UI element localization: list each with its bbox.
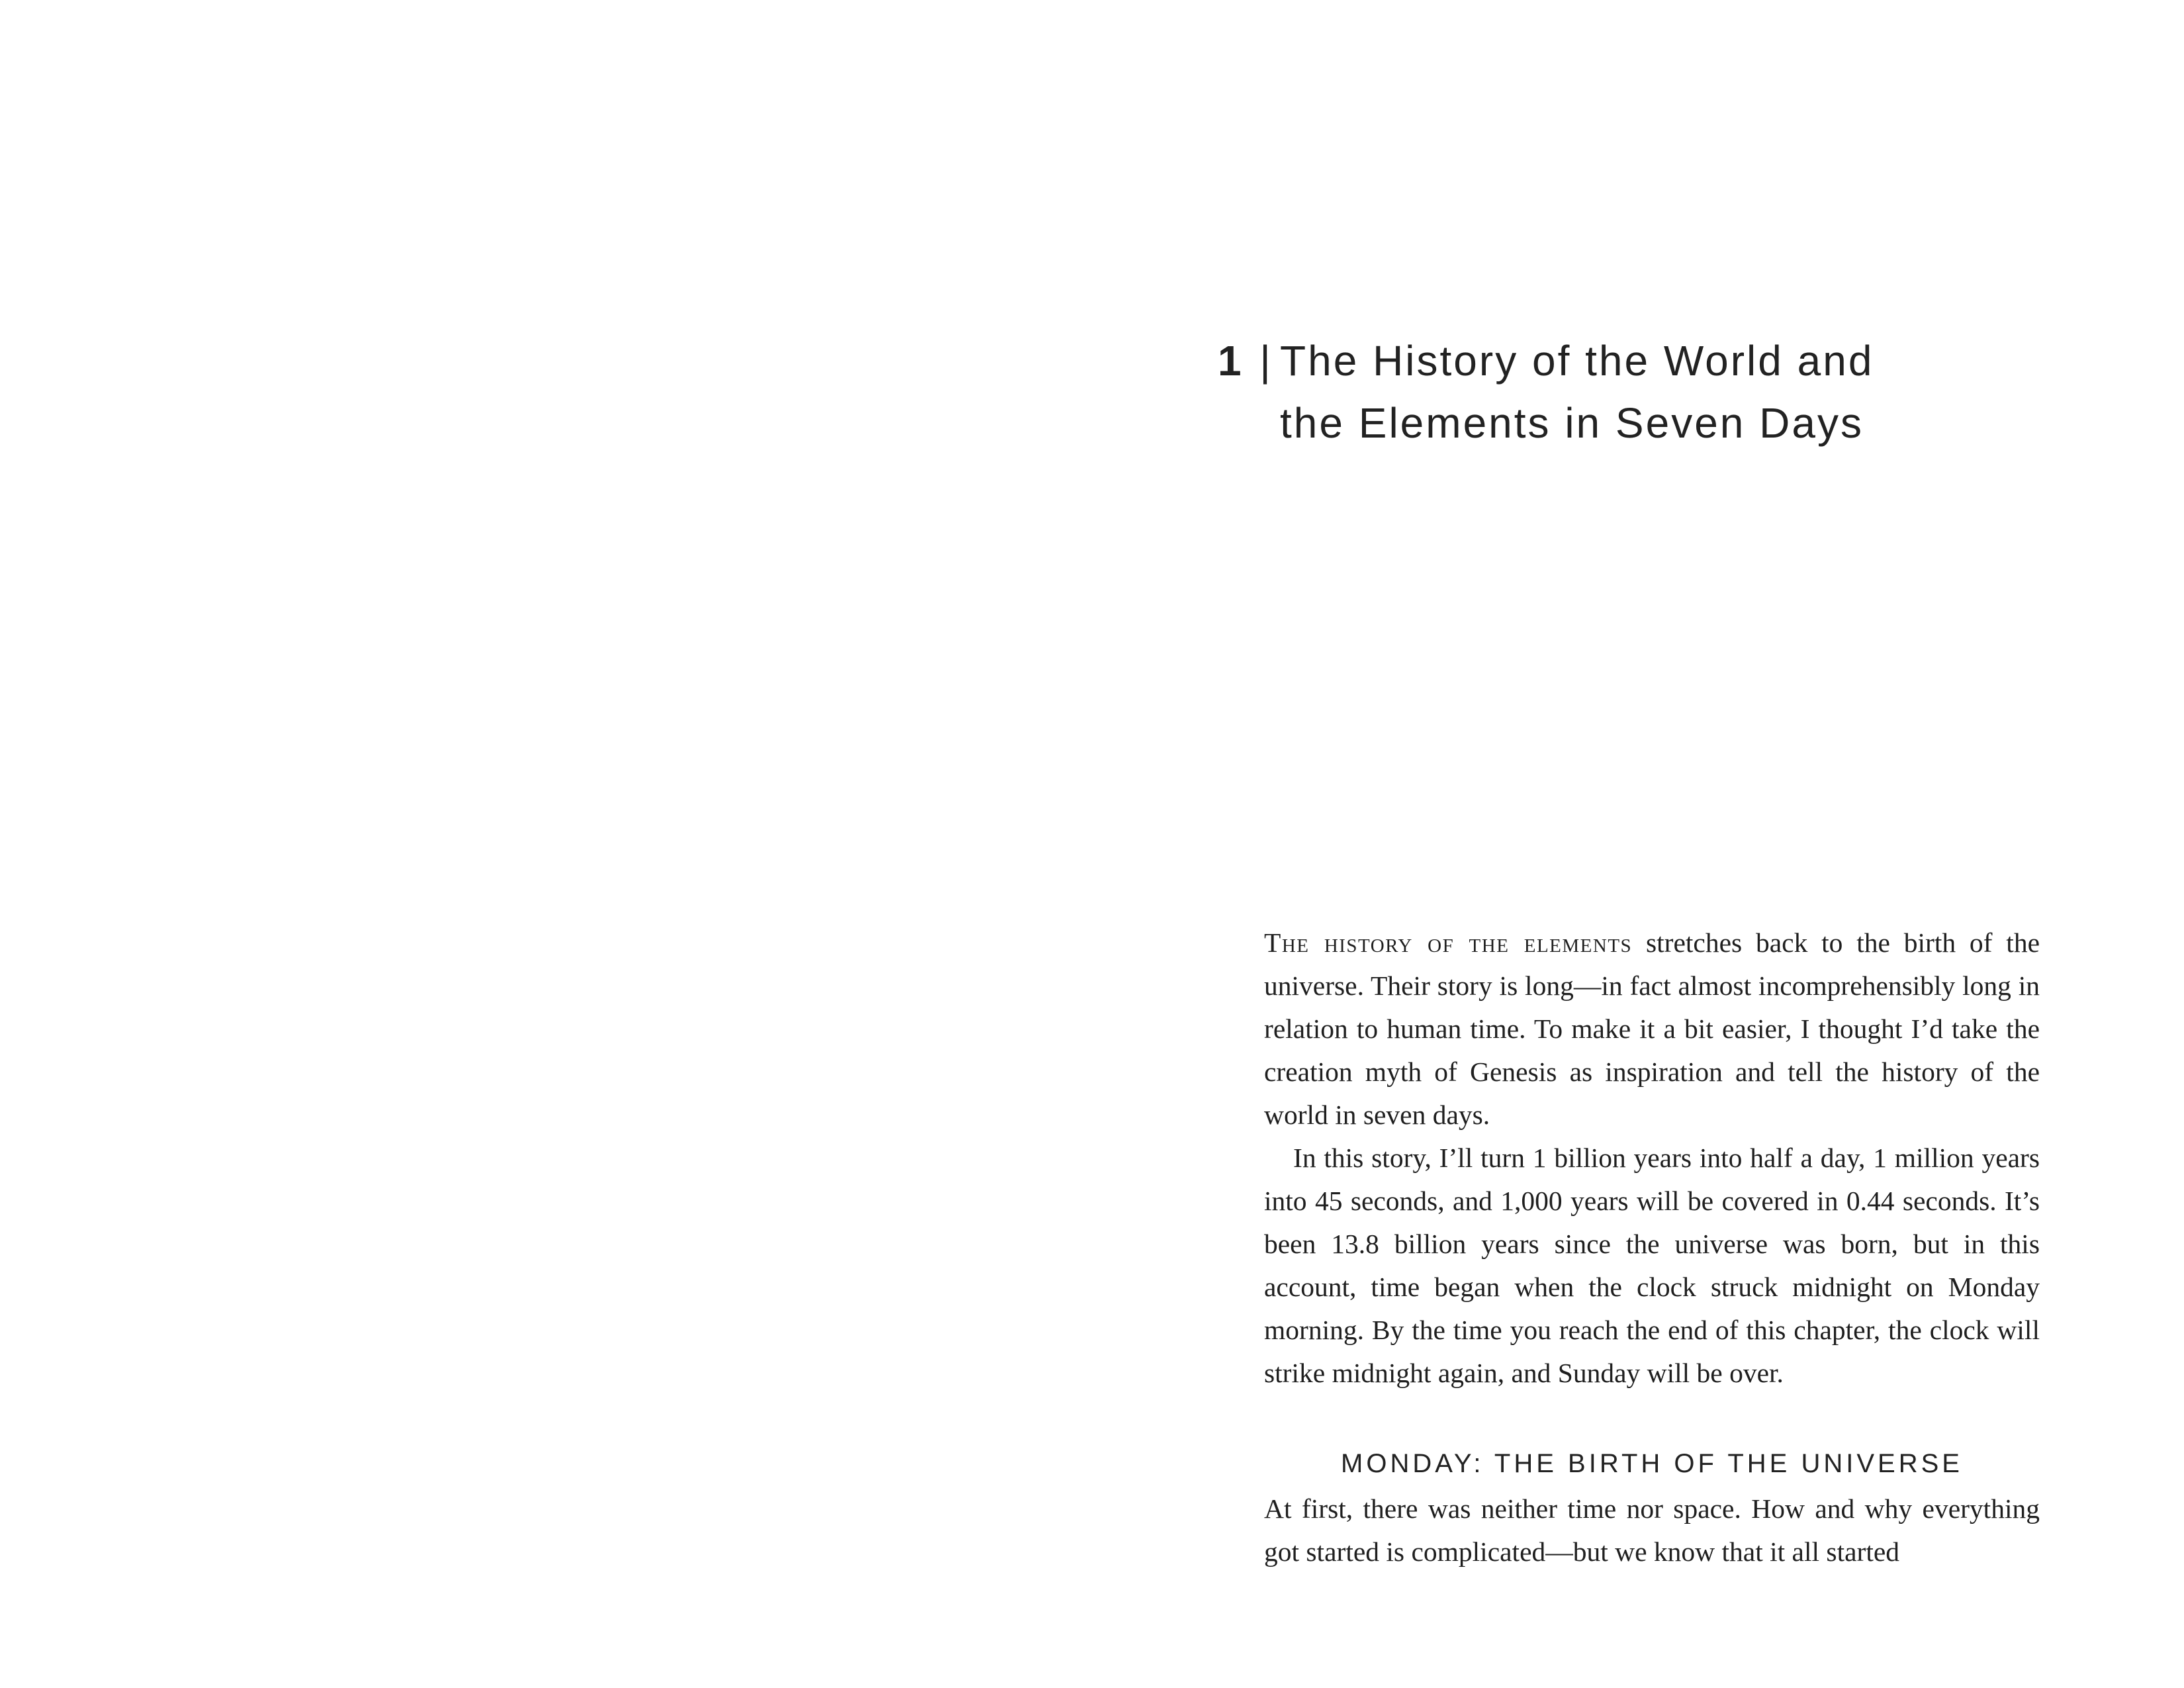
opening-paragraph	[1264, 921, 2040, 1137]
chapter-number: 1	[1218, 336, 1242, 385]
section-heading-monday: MONDAY: THE BIRTH OF THE UNIVERSE	[1341, 1449, 1963, 1478]
chapter-title-line-2: the Elements in Seven Days	[1280, 399, 1864, 447]
chapter-title-text-1: The History of the World and	[1280, 336, 1874, 385]
opening-small-caps: The history of the elements	[1264, 927, 1633, 958]
chapter-separator: |	[1259, 336, 1273, 385]
section-paragraph: At first, there was neither time nor space. How and why everything got started is complicated—but we know that it all started	[1264, 1493, 2040, 1567]
chapter-heading	[1218, 330, 2078, 454]
second-paragraph: In this story, I’ll turn 1 billion years into half a day, 1 million years into 45 seconds, and 1,000 years will be covered in 0.44 seconds. It’s been 13.8 billion years since the universe was born, but in this account, time began when the clock struck midnight on Monday morning. By the time you reach the end of this chapter, the clock will strike midnight again, and Sunday will be over.	[1264, 1143, 2040, 1388]
opening-paragraph-text: stretches back to the birth of the universe. Their story is long—in fact almost incomprehensibly long in relation to human time. To make it a bit easier, I thought I’d take the creation myth of Genesis as inspiration and tell the history of the world in seven days.	[1264, 927, 2040, 1130]
chapter-title-line-1	[1218, 330, 2078, 392]
chapter-body	[1264, 921, 2040, 1573]
